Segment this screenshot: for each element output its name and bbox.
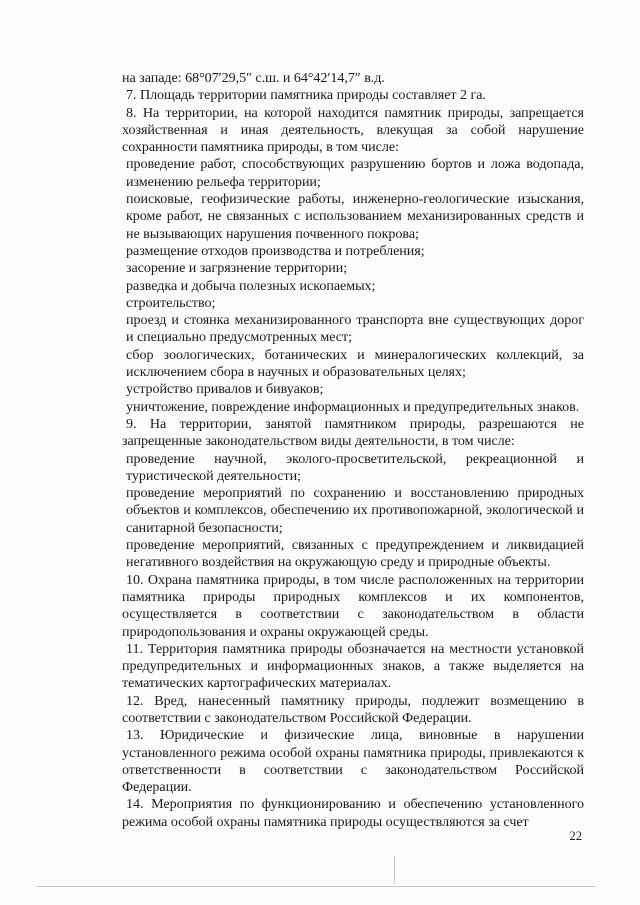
clause-8: 8. На территории, на которой находится памятник природы, запрещается хозяйственная и иная деятельность, влекущая за собой нарушение сохранности памятника природы, в том числе:	[122, 104, 584, 156]
clause-14: 14. Мероприятия по функционированию и обеспечению установленного режима особой охраны памятника природы осуществляются за счет	[122, 796, 584, 830]
clause-8-item-5: разведка и добыча полезных ископаемых;	[126, 277, 376, 294]
clause-8-item-9: устройство привалов и бивуаков;	[126, 381, 324, 398]
page-number: 22	[569, 829, 582, 843]
clause-8-item-8: сбор зоологических, ботанических и минералогических коллекций, за исключением сбора в научных и образовательных целях;	[126, 346, 584, 381]
scan-artifact-line	[36, 886, 596, 887]
clause-8-item-1: проведение работ, способствующих разрушению бортов и ложа водопада, изменению рельефа территории;	[126, 156, 584, 190]
clause-10: 10. Охрана памятника природы, в том числе расположенных на территории памятника природы природных комплексов и их компонентов, осуществляется в соответствии с законодательством в области природопользования и охраны окружающей среды.	[122, 571, 584, 640]
clause-8-item-4: засорение и загрязнение территории;	[126, 260, 348, 277]
clause-12: 12. Вред, нанесенный памятнику природы, подлежит возмещению в соответствии с законодательством Российской Федерации.	[122, 692, 584, 726]
clause-8-item-6: строительство;	[126, 294, 216, 311]
clause-8-item-2: поисковые, геофизические работы, инженерно-геологические изыскания, кроме работ, не связанных с использованием механизированных средств и не вызывающих нарушения почвенного покрова;	[126, 191, 584, 242]
scan-artifact-mark	[394, 856, 395, 884]
clause-13: 13. Юридические и физические лица, виновные в нарушении установленного режима особой охраны памятника природы, привлекаются к ответственности в соответствии с законодательством Российской Федерации.	[122, 727, 584, 796]
clause-8-item-3: размещение отходов производства и потребления;	[126, 242, 425, 259]
document-body	[122, 70, 584, 831]
clause-9-item-1: проведение научной, эколого-просветительской, рекреационной и туристической деятельности;	[126, 450, 584, 484]
clause-11: 11. Территория памятника природы обозначается на местности установкой предупредительных и информационных знаков, а также выделяется на тематических картографических материалах.	[122, 640, 584, 692]
clause-8-item-7: проезд и стоянка механизированного транспорта вне существующих дорог и специально предусмотренных мест;	[126, 312, 584, 346]
clause-9-item-2: проведение мероприятий по сохранению и восстановлению природных объектов и комплексов, обеспечению их противопожарной, экологической и санитарной безопасности;	[126, 485, 584, 536]
clause-9: 9. На территории, занятой памятником природы, разрешаются не запрещенные законодательством виды деятельности, в том числе:	[122, 415, 584, 450]
clause-8-item-10: уничтожение, повреждение информационных и предупредительных знаков.	[126, 398, 580, 415]
coordinates-line: на западе: 68°07′29,5″ с.ш. и 64°42′14,7″ в.д.	[122, 70, 385, 86]
clause-9-item-3: проведение мероприятий, связанных с предупреждением и ликвидацией негативного воздействия на окружающую среду и природные объекты.	[126, 537, 584, 571]
clause-7: 7. Площадь территории памятника природы составляет 2 га.	[126, 87, 486, 104]
